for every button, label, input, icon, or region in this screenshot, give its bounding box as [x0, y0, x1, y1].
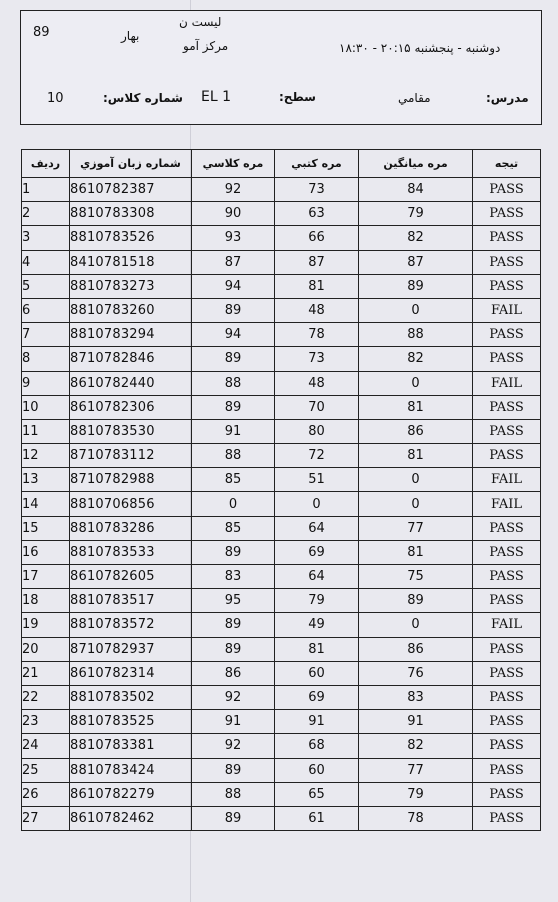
student-id-cell: 8610782605 [70, 565, 192, 589]
average-score-cell: 76 [359, 661, 473, 685]
average-score-cell: 89 [359, 589, 473, 613]
written-score-cell: 81 [275, 637, 359, 661]
result-cell: PASS [473, 734, 541, 758]
table-row [22, 806, 541, 830]
student-id-cell: 8710782937 [70, 637, 192, 661]
class-score-cell: 89 [192, 637, 275, 661]
class-number-label: شماره کلاس: [103, 91, 183, 105]
student-id-cell: 8710782846 [70, 347, 192, 371]
class-score-cell: 89 [192, 540, 275, 564]
student-id-cell: 8710782988 [70, 468, 192, 492]
table-row [22, 371, 541, 395]
average-score-cell: 79 [359, 202, 473, 226]
written-score-cell: 68 [275, 734, 359, 758]
class-score-cell: 88 [192, 371, 275, 395]
class-score-cell: 85 [192, 468, 275, 492]
row-number-cell: 27 [22, 806, 70, 830]
row-number-cell: 6 [22, 298, 70, 322]
table-row [22, 540, 541, 564]
row-number-cell: 26 [22, 782, 70, 806]
table-row [22, 250, 541, 274]
header-list-title: لیست ن [179, 15, 222, 29]
table-row [22, 298, 541, 322]
col-header-student-id: شماره زبان آموزي [70, 150, 192, 178]
level-label: سطح: [279, 90, 316, 104]
average-score-cell: 82 [359, 226, 473, 250]
result-cell: PASS [473, 250, 541, 274]
table-body [22, 178, 541, 831]
col-header-written-score: مره کتبي [275, 150, 359, 178]
student-id-cell: 8610782462 [70, 806, 192, 830]
written-score-cell: 49 [275, 613, 359, 637]
result-cell: PASS [473, 419, 541, 443]
class-score-cell: 85 [192, 516, 275, 540]
level-value: EL 1 [201, 89, 232, 105]
student-id-cell: 8810783526 [70, 226, 192, 250]
average-score-cell: 0 [359, 371, 473, 395]
row-number-cell: 15 [22, 516, 70, 540]
result-cell: PASS [473, 226, 541, 250]
row-number-cell: 20 [22, 637, 70, 661]
student-id-cell: 8810783533 [70, 540, 192, 564]
written-score-cell: 48 [275, 371, 359, 395]
result-cell: PASS [473, 710, 541, 734]
table-row [22, 589, 541, 613]
row-number-cell: 17 [22, 565, 70, 589]
average-score-cell: 77 [359, 516, 473, 540]
table-row [22, 710, 541, 734]
class-score-cell: 92 [192, 734, 275, 758]
result-cell: PASS [473, 637, 541, 661]
average-score-cell: 0 [359, 613, 473, 637]
average-score-cell: 81 [359, 395, 473, 419]
class-score-cell: 91 [192, 710, 275, 734]
result-cell: PASS [473, 347, 541, 371]
average-score-cell: 84 [359, 178, 473, 202]
class-score-cell: 88 [192, 782, 275, 806]
written-score-cell: 69 [275, 540, 359, 564]
average-score-cell: 78 [359, 806, 473, 830]
student-id-cell: 8810783530 [70, 419, 192, 443]
written-score-cell: 61 [275, 806, 359, 830]
table-row [22, 613, 541, 637]
written-score-cell: 79 [275, 589, 359, 613]
written-score-cell: 73 [275, 178, 359, 202]
col-header-result: تيجه [473, 150, 541, 178]
written-score-cell: 60 [275, 661, 359, 685]
col-header-average: مره میانگین [359, 150, 473, 178]
average-score-cell: 87 [359, 250, 473, 274]
row-number-cell: 10 [22, 395, 70, 419]
class-score-cell: 83 [192, 565, 275, 589]
written-score-cell: 64 [275, 516, 359, 540]
row-number-cell: 4 [22, 250, 70, 274]
average-score-cell: 82 [359, 734, 473, 758]
row-number-cell: 22 [22, 685, 70, 709]
grades-table [21, 149, 541, 831]
row-number-cell: 2 [22, 202, 70, 226]
average-score-cell: 88 [359, 323, 473, 347]
class-score-cell: 92 [192, 178, 275, 202]
header-season: بهار [121, 29, 140, 43]
class-score-cell: 89 [192, 758, 275, 782]
row-number-cell: 25 [22, 758, 70, 782]
class-score-cell: 88 [192, 444, 275, 468]
class-number-value: 10 [47, 91, 64, 106]
result-cell: PASS [473, 661, 541, 685]
class-score-cell: 91 [192, 419, 275, 443]
class-score-cell: 94 [192, 323, 275, 347]
class-score-cell: 93 [192, 226, 275, 250]
result-cell: PASS [473, 274, 541, 298]
row-number-cell: 8 [22, 347, 70, 371]
row-number-cell: 7 [22, 323, 70, 347]
student-id-cell: 8810783424 [70, 758, 192, 782]
class-score-cell: 0 [192, 492, 275, 516]
result-cell: PASS [473, 589, 541, 613]
result-cell: PASS [473, 395, 541, 419]
class-score-cell: 89 [192, 806, 275, 830]
col-header-row-number: ردیف [22, 150, 70, 178]
average-score-cell: 89 [359, 274, 473, 298]
row-number-cell: 19 [22, 613, 70, 637]
row-number-cell: 16 [22, 540, 70, 564]
col-header-class-score: مره کلاسي [192, 150, 275, 178]
average-score-cell: 0 [359, 298, 473, 322]
student-id-cell: 8810783381 [70, 734, 192, 758]
written-score-cell: 60 [275, 758, 359, 782]
written-score-cell: 48 [275, 298, 359, 322]
result-cell: PASS [473, 758, 541, 782]
class-score-cell: 89 [192, 347, 275, 371]
table-row [22, 637, 541, 661]
row-number-cell: 11 [22, 419, 70, 443]
header-box [20, 10, 542, 125]
table-row [22, 444, 541, 468]
class-score-cell: 89 [192, 298, 275, 322]
student-id-cell: 8610782314 [70, 661, 192, 685]
written-score-cell: 73 [275, 347, 359, 371]
average-score-cell: 79 [359, 782, 473, 806]
table-header-row [22, 150, 541, 178]
average-score-cell: 75 [359, 565, 473, 589]
class-score-cell: 94 [192, 274, 275, 298]
row-number-cell: 18 [22, 589, 70, 613]
table-row [22, 685, 541, 709]
row-number-cell: 23 [22, 710, 70, 734]
teacher-label: مدرس: [486, 91, 529, 105]
row-number-cell: 12 [22, 444, 70, 468]
table-row [22, 734, 541, 758]
student-id-cell: 8810783294 [70, 323, 192, 347]
student-id-cell: 8810783525 [70, 710, 192, 734]
student-id-cell: 8810783273 [70, 274, 192, 298]
student-id-cell: 8610782440 [70, 371, 192, 395]
average-score-cell: 81 [359, 540, 473, 564]
table-row [22, 492, 541, 516]
result-cell: PASS [473, 516, 541, 540]
row-number-cell: 5 [22, 274, 70, 298]
table-row [22, 565, 541, 589]
table-row [22, 419, 541, 443]
average-score-cell: 83 [359, 685, 473, 709]
written-score-cell: 51 [275, 468, 359, 492]
student-id-cell: 8610782387 [70, 178, 192, 202]
student-id-cell: 8810783260 [70, 298, 192, 322]
student-id-cell: 8610782279 [70, 782, 192, 806]
table-row [22, 347, 541, 371]
average-score-cell: 81 [359, 444, 473, 468]
header-schedule: دوشنبه - پنجشنبه ۲۰:۱۵ - ۱۸:۳۰ [339, 41, 501, 55]
table-row [22, 395, 541, 419]
written-score-cell: 63 [275, 202, 359, 226]
row-number-cell: 21 [22, 661, 70, 685]
student-id-cell: 8810783502 [70, 685, 192, 709]
written-score-cell: 81 [275, 274, 359, 298]
table-row [22, 323, 541, 347]
row-number-cell: 13 [22, 468, 70, 492]
result-cell: FAIL [473, 613, 541, 637]
result-cell: PASS [473, 178, 541, 202]
average-score-cell: 86 [359, 419, 473, 443]
student-id-cell: 8810706856 [70, 492, 192, 516]
row-number-cell: 24 [22, 734, 70, 758]
table-row [22, 226, 541, 250]
result-cell: FAIL [473, 468, 541, 492]
result-cell: FAIL [473, 371, 541, 395]
written-score-cell: 78 [275, 323, 359, 347]
table-row [22, 782, 541, 806]
class-score-cell: 92 [192, 685, 275, 709]
written-score-cell: 64 [275, 565, 359, 589]
written-score-cell: 87 [275, 250, 359, 274]
result-cell: FAIL [473, 492, 541, 516]
written-score-cell: 66 [275, 226, 359, 250]
student-id-cell: 8410781518 [70, 250, 192, 274]
result-cell: PASS [473, 540, 541, 564]
table-row [22, 758, 541, 782]
student-id-cell: 8710783112 [70, 444, 192, 468]
student-id-cell: 8810783308 [70, 202, 192, 226]
average-score-cell: 86 [359, 637, 473, 661]
written-score-cell: 91 [275, 710, 359, 734]
result-cell: PASS [473, 323, 541, 347]
result-cell: FAIL [473, 298, 541, 322]
row-number-cell: 14 [22, 492, 70, 516]
class-score-cell: 87 [192, 250, 275, 274]
average-score-cell: 82 [359, 347, 473, 371]
table-row [22, 202, 541, 226]
table-row [22, 468, 541, 492]
class-score-cell: 95 [192, 589, 275, 613]
written-score-cell: 65 [275, 782, 359, 806]
table-row [22, 274, 541, 298]
written-score-cell: 80 [275, 419, 359, 443]
class-score-cell: 89 [192, 395, 275, 419]
student-id-cell: 8810783517 [70, 589, 192, 613]
class-score-cell: 90 [192, 202, 275, 226]
table-row [22, 661, 541, 685]
written-score-cell: 0 [275, 492, 359, 516]
class-score-cell: 89 [192, 613, 275, 637]
row-number-cell: 1 [22, 178, 70, 202]
student-id-cell: 8610782306 [70, 395, 192, 419]
average-score-cell: 0 [359, 468, 473, 492]
result-cell: PASS [473, 202, 541, 226]
average-score-cell: 0 [359, 492, 473, 516]
written-score-cell: 69 [275, 685, 359, 709]
table-row [22, 516, 541, 540]
teacher-value: مقامي [398, 91, 431, 105]
header-center: مرکز آمو [183, 39, 229, 53]
result-cell: PASS [473, 782, 541, 806]
class-score-cell: 86 [192, 661, 275, 685]
result-cell: PASS [473, 565, 541, 589]
result-cell: PASS [473, 806, 541, 830]
row-number-cell: 9 [22, 371, 70, 395]
average-score-cell: 77 [359, 758, 473, 782]
result-cell: PASS [473, 444, 541, 468]
table-row [22, 178, 541, 202]
header-code: 89 [33, 25, 50, 40]
average-score-cell: 91 [359, 710, 473, 734]
row-number-cell: 3 [22, 226, 70, 250]
student-id-cell: 8810783286 [70, 516, 192, 540]
written-score-cell: 70 [275, 395, 359, 419]
student-id-cell: 8810783572 [70, 613, 192, 637]
result-cell: PASS [473, 685, 541, 709]
written-score-cell: 72 [275, 444, 359, 468]
